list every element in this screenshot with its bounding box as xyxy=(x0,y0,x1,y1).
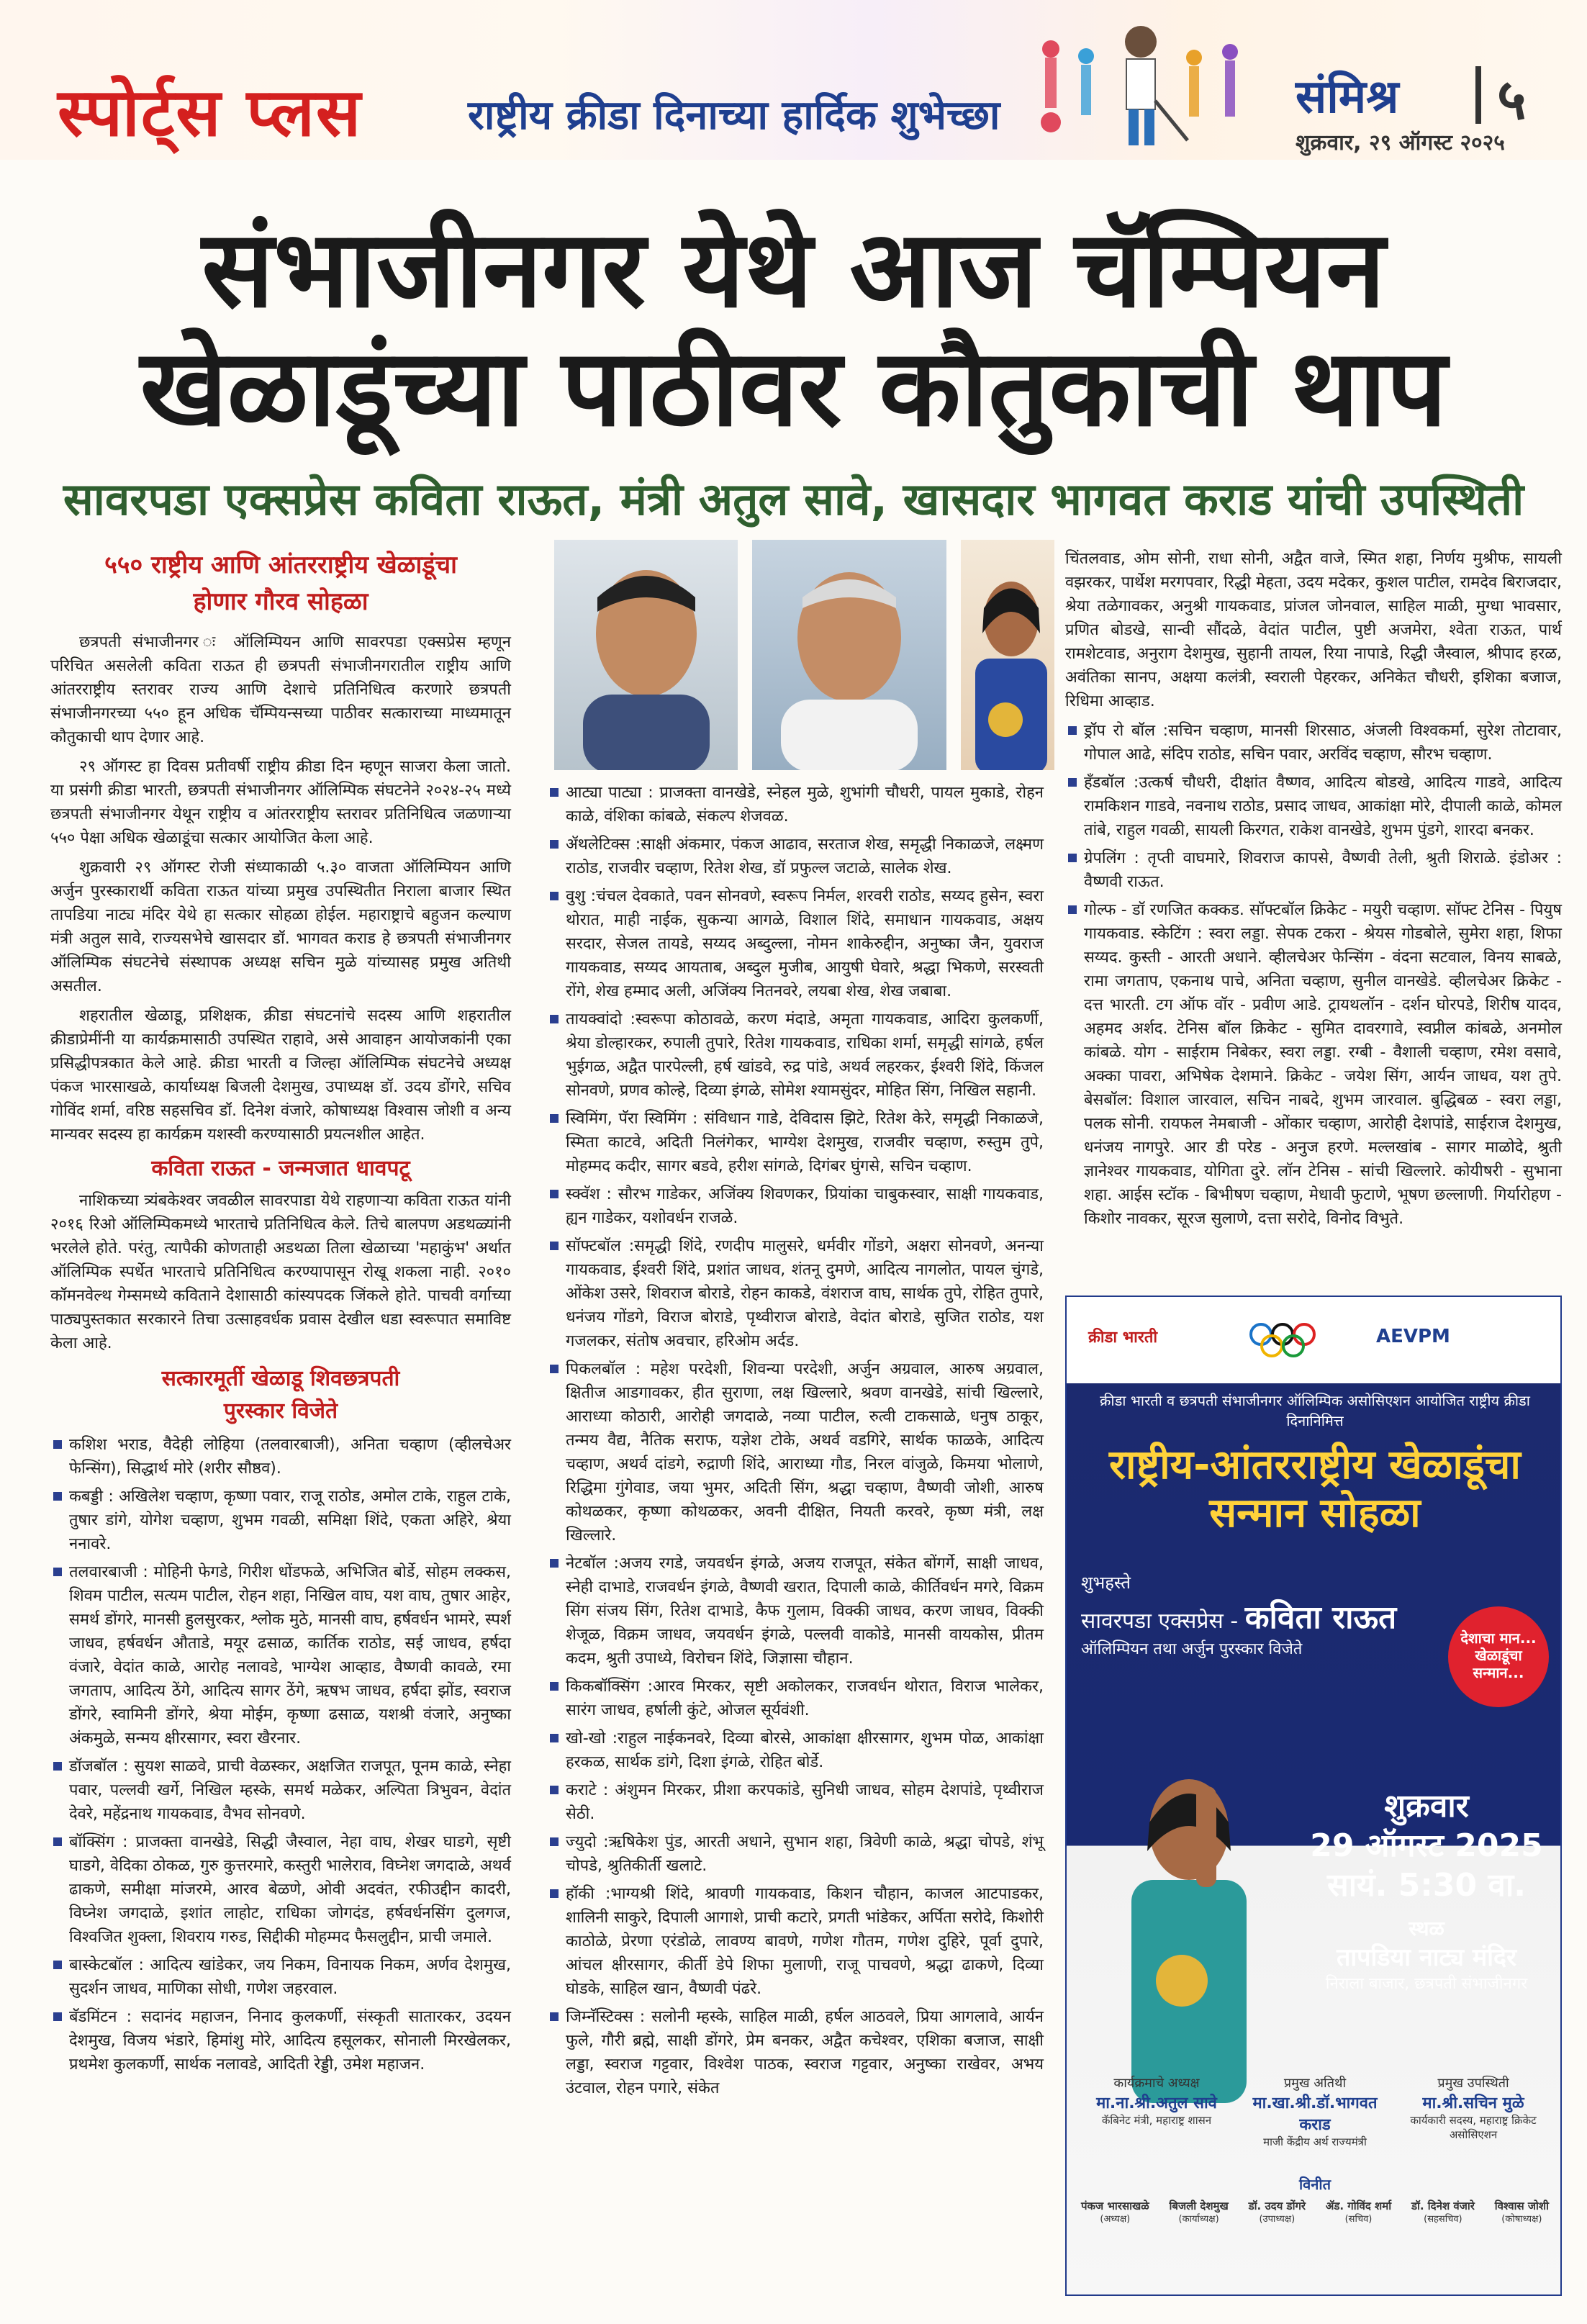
organiser-name: बिजली देशमुख xyxy=(1169,2199,1229,2212)
aevpm-logo: AEVPM xyxy=(1376,1326,1450,1347)
organiser-role: (सचिव) xyxy=(1344,2214,1373,2225)
organiser-row xyxy=(1081,2199,1549,2226)
headline-line-2: खेळाडूंच्या पाठीवर कौतुकाची थाप xyxy=(140,326,1447,450)
list-item: ज्युदो :ऋषिकेश पुंड, आरती अधाने, सुभान शहा, त्रिवेणी काळे, श्रद्धा चोपडे, शंभू चोपडे, श्रुतिकीर्ती खलाटे. xyxy=(547,1830,1044,1878)
organiser-name: पंकज भारसाखळे xyxy=(1081,2199,1149,2212)
list-item: ग्रेपलिंग : तृप्ती वाघमारे, शिवराज कापसे, वैष्णवी तेली, श्रुती शिराळे. इंडोअर : वैष्णवी राऊत. xyxy=(1065,846,1562,894)
event-time: सायं. 5:30 वा. xyxy=(1326,1867,1527,1904)
list-item: ड्रॉप रो बॉल :सचिन चव्हाण, मानसी शिरसाठ, अंजली विश्वकर्मा, सुरेश तोटावार, गोपाल आढे, संदिप राठोड, सचिन पवार, अरविंद चव्हाण, सौरभ चव्हाण. xyxy=(1065,719,1562,767)
poster-organisers xyxy=(1081,2175,1549,2226)
guest-name: मा.श्री.सचिन मुळे xyxy=(1422,2094,1524,2112)
guest-2 xyxy=(1236,2074,1394,2149)
page-number: ५ xyxy=(1497,68,1527,132)
poster-guest-list xyxy=(1081,2074,1549,2149)
organiser xyxy=(1326,2199,1391,2226)
guest-role: कार्यक्रमाचे अध्यक्ष xyxy=(1113,2076,1200,2091)
list-item: वुशु :चंचल देवकाते, पवन सोनवणे, स्वरूप निर्मल, शरवरी राठोड, सय्यद हुसेन, स्वरा थोरात, माही नाईक, सुकन्या आगळे, विशाल शिंदे, समाधान गायकवाड, अक्षय सरदार, सेजल तायडे, सय्यद अब्दुल्ला, नोमन शाकेरुद्दीन, अनुष्का जैन, युवराज गायकवाड, सय्यद आयताब, अब्दुल मुजीब, आयुषी घेवारे, श्रद्धा भिकणे, सरस्वती रोंगे, शेख हम्माद अली, अजिंक्य नितनवरे, लयबा शेख, शेख जबाबा. xyxy=(547,885,1044,1003)
guest-desc: माजी केंद्रीय अर्थ राज्यमंत्री xyxy=(1263,2135,1367,2148)
venue-name: तापडिया नाट्य मंदिर xyxy=(1337,1943,1516,1973)
article-paragraph: २९ ऑगस्ट हा दिवस प्रतीवर्षी राष्ट्रीय क्रीडा दिन म्हणून साजरा केला जातो. या प्रसंगी क्रीडा भारती, छत्रपती संभाजीनगर ऑलिम्पिक संघटनेने २०२४-२५ मध्ये छत्रपती संभाजीनगर येथून राष्ट्रीय व आंतरराष्ट्रीय स्तरावर प्रतिनिधित्व जळणाऱ्या ५५० पेक्षा अधिक खेळाडूंचा सत्कार आयोजित केला आहे. xyxy=(50,758,511,847)
article-paragraph: छत्रपती संभाजीनगर ः ऑलिम्पियन आणि सावरपडा एक्सप्रेस म्हणून परिचित असलेली कविता राऊत ही छत्रपती संभाजीनगरातील राष्ट्रीय आणि आंतरराष्ट्रीय स्तरावर राज्य आणि देशाचे प्रतिनिधित्व करणारे छत्रपती संभाजीनगरच्या ५५० हून अधिक चॅम्पियन्सच्या पाठीवर सत्काराच्या माध्यमातून कौतुकाची थाप देणार आहे. xyxy=(50,633,511,746)
event-day: शुक्रवार xyxy=(1384,1788,1469,1825)
poster-badge: देशाचा मान... खेळाडूंचा सन्मान... xyxy=(1448,1606,1549,1707)
list-item: तलवारबाजी : मोहिनी फेगडे, गिरीश धोंडफळे, अभिजित बोर्डे, सोहम लक्कस, शिवम पाटील, सत्यम पाटील, रोहन शहा, निखिल वाघ, यश वाघ, तुषार आहेर, समर्थ डोंगरे, मानसी हुलसुरकर, श्लोक मुठे, मानसी वाघ, हर्षवर्धन भामरे, स्पर्श जाधव, हर्षवर्धन औताडे, मयूर ढसाळ, कार्तिक राठोड, सई जाधव, हर्षदा वंजारे, वेदांत काळे, आरोह नलावडे, भाग्येश आव्हाड, वैष्णवी कावळे, रमा जगताप, आदित्य ठेंगे, आदित्य सागर ठेंगे, ऋषभ जाधव, हर्षदा झोंड, स्वराज डोंगरे, स्वामिनी डोंगरे, श्रेया मोईम, कृष्णा ढसाळ, यशश्री वंजारे, अनुष्का अंकमुळे, सन्मय क्षीरसागर, स्वरा खैरनार. xyxy=(50,1560,511,1750)
portrait-illustration xyxy=(961,540,1054,770)
organiser-role: (कार्याध्यक्ष) xyxy=(1178,2214,1219,2225)
poster-venue xyxy=(1304,1916,1549,1994)
organiser xyxy=(1411,2199,1475,2226)
continued-list-text: चिंतलवाड, ओम सोनी, राधा सोनी, अद्वैत वाजे, स्मित शहा, निर्णय मुश्रीफ, सायली वझरकर, पार्थेश मरगपवार, रिद्धी मेहता, उदय मदेकर, कुशल पाटील, रामदेव बिराजदार, श्रेया तळेगावकर, अनुश्री गायकवाड, प्रांजल जोनवाल, साहिल माळी, मुग्धा भावसार, प्रणित बोडखे, सान्वी सौंदळे, वेदांत पाटील, पुष्टी अजमेरा, श्वेता राऊत, पार्थ रामशेटवाड, अनुराग देशमुख, सुहानी तायल, रिया नापाडे, रिद्धी जैस्वाल, श्रीपाद हरळ, अवंतिका सानप, अक्षया कलंत्री, स्वराली पेहरकर, अनिकेत चौधरी, इशिका बजाज, रिधिमा आव्हाड. xyxy=(1065,550,1562,710)
event-date: 29 ऑगस्ट 2025 xyxy=(1310,1827,1543,1864)
portrait-illustration xyxy=(752,540,946,770)
organiser xyxy=(1170,2199,1229,2226)
poster-logo-bar xyxy=(1067,1297,1560,1383)
list-item: बॉक्सिंग : प्राजक्ता वानखेडे, सिद्धी जैस्वाल, नेहा वाघ, शेखर घाडगे, सृष्टी घाडगे, वेदिका ठोकळ, गुरु कुत्तरमारे, कस्तुरी भालेराव, विघ्नेश जगदाळे, अथर्व ढाकणे, समीक्षा मांजरमे, आरव बेळणे, ओवी अदवंत, रफीउद्दीन कादरी, विघ्नेश जगदाळे, इशांत लाहोट, राधिका जोगदंड, हर्षवर्धनसिंग दुलगज, विश्वजित शुक्ला, शिवराय गरुड, सिद्दीकी मोहम्मद फैसलुद्दीन, प्राची जमाले. xyxy=(50,1830,511,1949)
guest-role: प्रमुख उपस्थिती xyxy=(1437,2076,1509,2091)
list-item: किकबॉक्सिंग :आरव मिरकर, सृष्टी अकोलकर, राजवर्धन थोरात, विराज भालेकर, सारंग जाधव, हर्षाली कुंटे, ओजल सूर्यवंशी. xyxy=(547,1675,1044,1722)
guest-name: मा.खा.श्री.डॉ.भागवत कराड xyxy=(1252,2094,1378,2134)
list-item: स्विमिंग, पॅरा स्विमिंग : संविधान गाडे, देविदास झिटे, रितेश केरे, समृद्धी निकाळजे, स्मिता काटवे, अदिती निलंगेकर, भाग्येश देशमुख, राजवीर चव्हाण, रुस्तुम तुपे, मोहम्मद कदीर, सागर बडवे, हरीश सांगळे, दिगंबर घुंगसे, सचिन चव्हाण. xyxy=(547,1107,1044,1178)
guest-3 xyxy=(1398,2074,1549,2149)
article-paragraph: नाशिकच्या त्र्यंबकेश्वर जवळील सावरपाडा येथे राहणाऱ्या कविता राऊत यांनी २०१६ रिओ ऑलिम्पिकमध्ये भारताचे प्रतिनिधित्व केले. तिचे बालपण अडथळ्यांनी भरलेले होते. परंतु, त्यापैकी कोणताही अडथळा तिला खेळाच्या 'महाकुंभ' अर्थात ऑलिम्पिक स्पर्धेत भारताचे प्रतिनिधित्व करण्यापासून रोखू शकला नाही. २०१० कॉमनवेल्थ गेम्समध्ये कविताने देशासाठी कांस्यपदक जिंकले होते. पाचवी वर्गाच्या पाठ्यपुस्तकात सरकारने तिचा उत्साहवर्धक प्रवास देखील धडा स्वरूपात समाविष्ट केला आहे. xyxy=(50,1192,511,1352)
list-item: बॅडमिंटन : सदानंद महाजन, निनाद कुलकर्णी, संस्कृती सातारकर, उदयन देशमुख, विजय भंडारे, हिमांशु मोरे, आदित्य हसूलकर, सोनाली मिरखेलकर, प्रथमेश कुलकर्णी, सार्थक नलावडे, आदिती रेड्डी, उमेश महाजन. xyxy=(50,2005,511,2076)
list-item: सॉफ्टबॉल :समृद्धी शिंदे, रणदीप मालुसरे, धर्मवीर गोंडगे, अक्षरा सोनवणे, अनन्या गायकवाड, ईश्वरी शिंदे, प्रशांत जाधव, शंतनू दुमणे, आदित्य नागलोत, पायल चुंगडे, ओंकेश उसरे, शिवराज बोराडे, रोहन काकडे, वंशराज वाघ, सार्थक तुपे, रोहित तुपारे, धनंजय गोंडगे, विराज बोराडे, पृथ्वीराज बोराडे, वेदांत बोराडे, सुजित राठोड, यश गजलकर, संतोष अवचार, हरिओम अर्दड. xyxy=(547,1234,1044,1353)
guest-desc: कॅबिनेट मंत्री, महाराष्ट्र शासन xyxy=(1101,2114,1212,2127)
column-1 xyxy=(50,547,511,2081)
list-item: स्क्वॅश : सौरभ गाडेकर, अजिंक्य शिवणकर, प्रियांका चाबुकस्वार, साक्षी गायकवाड, ह्यन गाडेकर, यशोवर्धन राजळे. xyxy=(547,1183,1044,1230)
organiser-role: (अध्यक्ष) xyxy=(1100,2214,1131,2225)
list-item: कराटे : अंशुमन मिरकर, प्रीशा करपकांडे, सुनिधी जाधव, सोहम देशपांडे, पृथ्वीराज सेठी. xyxy=(547,1778,1044,1826)
organiser-name: डॉ. उदय डोंगरे xyxy=(1248,2199,1306,2212)
section-name: संमिश्र xyxy=(1296,71,1399,124)
organiser xyxy=(1249,2199,1306,2226)
list-item: ॲथलेटिक्स :साक्षी अंकमार, पंकज आढाव, सरताज शेख, समृद्धी निकाळजे, लक्ष्मण राठोड, राजवीर चव्हाण, रितेश शेख, डॉ प्रफुल्ल जटाळे, सालेक शेख. xyxy=(547,833,1044,880)
article-paragraph: शहरातील खेळाडू, प्रशिक्षक, क्रीडा संघटनांचे सदस्य आणि शहरातील क्रीडाप्रेमींनी या कार्यक्रमासाठी उपस्थित राहावे, असे आवाहन आयोजकांनी एका प्रसिद्धीपत्रकात केले आहे. क्रीडा भारती व जिल्हा ऑलिम्पिक संघटनेचे अध्यक्ष पंकज भारसाखळे, कार्याध्यक्ष बिजली देशमुख, उपाध्यक्ष डॉ. उदय डोंगरे, सचिव गोविंद शर्मा, वरिष्ठ सहसचिव डॉ. दिनेश वंजारे, कोषाध्यक्ष विश्वास जोशी व अन्य मान्यवर सदस्य हा कार्यक्रम यशस्वी करण्यासाठी प्रयत्नशील आहेत. xyxy=(50,1007,511,1144)
organiser-name: डॉ. दिनेश वंजारे xyxy=(1411,2199,1475,2212)
venue-address: निराला बाजार, छत्रपती संभाजीनगर xyxy=(1325,1974,1528,1993)
masthead xyxy=(0,0,1587,160)
list-item: आट्या पाट्या : प्राजक्ता वानखेडे, स्नेहल मुळे, शुभांगी चौधरी, पायल मुकाडे, रोहन काळे, वंशिका कांबळे, संकल्प शेजवळ. xyxy=(547,781,1044,828)
list-item: तायक्वांदो :स्वरूपा कोठावळे, करण मंदाडे, अमृता गायकवाड, आदिरा कुलकर्णी, श्रेया डोल्हारकर, रुपाली तुपारे, रितेश गायकवाड, राधिका शर्मा, समृद्धी सांगळे, हर्षल भुईगळ, अद्वैत पारपेल्ली, हर्ष खांडवे, रुद्र पांडे, अथर्व लहरकर, ईश्वरी शिंदे, किंजल सोनवणे, प्रणव कोल्हे, दिव्या इंगळे, सोमेश श्यामसुंदर, मोहित सिंग, निखिल सहानी. xyxy=(547,1008,1044,1103)
event-poster xyxy=(1065,1296,1562,2296)
organiser-role: (सहसचिव) xyxy=(1424,2214,1462,2225)
chief-description: ऑलिम्पियन तथा अर्जुन पुरस्कार विजेते xyxy=(1081,1640,1303,1658)
chief-name: कविता राऊत xyxy=(1244,1599,1397,1636)
photo-bhagwat-karad xyxy=(752,540,946,770)
guest-desc: कार्यकारी सदस्य, महाराष्ट्र क्रिकेट असोसिएशन xyxy=(1410,2114,1537,2141)
column-1-heading: ५५० राष्ट्रीय आणि आंतरराष्ट्रीय खेळाडूंचा होणार गौरव सोहळा xyxy=(104,551,457,616)
list-item: नेटबॉल :अजय रगडे, जयवर्धन इंगळे, अजय राजपूत, संकेत बोंगर्गे, साक्षी जाधव, स्नेही दाभाडे, राजवर्धन इंगळे, वैष्णवी खरात, दिपाली काळे, कीर्तिवर्धन मगरे, विक्रम सिंग संजय सिंग, रितेश दाभाडे, कैफ गुलाम, विक्की जाधव, करण जाधव, विक्की शेजूळ, विक्रम जाधव, जयवर्धन इंगळे, पल्लवी वाकोडे, मानसी वायकोस, प्रीतम कदम, श्रुती उपाध्ये, विरोचन शिंदे, जिज्ञासा चौहान. xyxy=(547,1552,1044,1670)
list-item: डॉजबॉल : सुयश साळवे, प्राची वेळस्कर, अक्षजित राजपूत, पूनम काळे, स्नेहा पवार, पल्लवी खर्गे, निखिल म्हस्के, समर्थ मळेकर, अल्पिता त्रिभुवन, वेदांत देवरे, महेंद्रनाथ गायकवाड, वैभव सोनवणे. xyxy=(50,1755,511,1826)
list-item: कशिश भराड, वैदेही लोहिया (तलवारबाजी), अनिता चव्हाण (व्हीलचेअर फेन्सिंग), सिद्धार्थ मोरे (शरीर सौष्ठव). xyxy=(50,1433,511,1480)
subheadline: सावरपडा एक्सप्रेस कविता राऊत, मंत्री अतुल सावे, खासदार भागवत कराड यांची उपस्थिती xyxy=(63,473,1524,525)
column-3 xyxy=(1065,547,1562,1235)
poster-title: राष्ट्रीय-आंतरराष्ट्रीय खेळाडूंचा सन्मान सोहळा xyxy=(1109,1442,1521,1537)
chief-label: शुभहस्ते xyxy=(1081,1573,1131,1593)
kavita-raut-heading: कविता राऊत - जन्मजात धावपटू xyxy=(151,1156,410,1181)
list-item: हॉकी :भाग्यश्री शिंदे, श्रावणी गायकवाड, किशन चौहान, काजल आटपाडकर, शालिनी साकुरे, दिपाली आगाशे, प्राची कटारे, प्रगती भांडेकर, अर्पिता सरोदे, किशोरी काठोळे, प्रेरणा एरंडोळे, लावण्य बावणे, गणेश गौतम, गणेश दुहिरे, पूर्वा दुपारे, आंचल क्षीरसागर, कीर्ती डेपे शिफा मुलाणी, राजू पाचवणे, श्रद्धा ढाकणे, दिव्या घोडके, साहिल खान, वैष्णवी पंढरे. xyxy=(547,1882,1044,2001)
guest-name: मा.ना.श्री.अतुल सावे xyxy=(1096,2094,1217,2112)
list-item: हँडबॉल :उत्कर्ष चौधरी, दीक्षांत वैष्णव, आदित्य बोडखे, आदित्य गाडवे, आदित्य रामकिशन गाडवे, नवनाथ राठोड, प्रसाद जाधव, आकांक्षा मोरे, दीपाली काळे, कोमल तांबे, राहुल गवळी, सायली किरगत, राकेश वानखेडे, शुभम पुंडगे, शारदा बनकर. xyxy=(1065,771,1562,842)
olympic-rings-icon xyxy=(1247,1319,1333,1362)
list-item: जिम्नॅस्टिक्स : सलोनी म्हस्के, साहिल माळी, हर्षल आठवले, प्रिया आगलावे, आर्यन फुले, गौरी ब्रह्मे, साक्षी डोंगरे, प्रेम बनकर, अद्वैत कचेश्वर, एशिका बजाज, साक्षी लड्डा, स्वराज गट्टवार, विश्वेश पाठक, स्वराज गट्टवार, अनुष्का राखेवर, अभय उंटवाल, रोहन पगारे, संकेत xyxy=(547,2005,1044,2100)
kreeda-bharati-logo: क्रीडा भारती xyxy=(1088,1329,1158,1347)
list-item: बास्केटबॉल : आदित्य खांडेकर, जय निकम, विनायक निकम, अर्णव देशमुख, सुदर्शन जाधव, माणिका सोधी, गणेश जहरवाल. xyxy=(50,1953,511,2001)
guest-1 xyxy=(1081,2074,1232,2149)
national-sports-day-greeting: राष्ट्रीय क्रीडा दिनाच्या हार्दिक शुभेच्छा xyxy=(468,92,1000,139)
organiser xyxy=(1081,2199,1149,2226)
photo-atul-save xyxy=(554,540,738,770)
chief-prefix: सावरपडा एक्सप्रेस - xyxy=(1081,1609,1239,1634)
poster-organiser: क्रीडा भारती व छत्रपती संभाजीनगर ऑलिम्पिक असोसिएशन आयोजित राष्ट्रीय क्रीडा दिनानिमित्त xyxy=(1100,1392,1530,1429)
article-paragraph: शुक्रवारी २९ ऑगस्ट रोजी संध्याकाळी ५.३० वाजता ऑलिम्पियन आणि अर्जुन पुरस्कारार्थी कविता राऊत यांच्या प्रमुख उपस्थितीत निराला बाजार स्थित तापडिया नाट्य मंदिर येथे हा सत्कार सोहळा होईल. महाराष्ट्राचे बहुजन कल्याण मंत्री अतुल सावे, राज्यसभेचे खासदार डॉ. भागवत कराड हे छत्रपती संभाजीनगर ऑलिम्पिक संघटनेचे संस्थापक अध्यक्ष सचिन मुळे यांच्यासह प्रमुख अतिथी असतील. xyxy=(50,859,511,995)
list-item: कबड्डी : अखिलेश चव्हाण, कृष्णा पवार, राजू राठोड, अमोल टाके, राहुल टाके, तुषार डांगे, योगेश चव्हाण, शुभम गवळी, समिक्षा शिंदे, एकता अहिरे, श्रेया ननावरे. xyxy=(50,1485,511,1556)
organiser xyxy=(1495,2199,1549,2226)
portrait-illustration xyxy=(554,540,738,770)
organiser-name: विश्वास जोशी xyxy=(1494,2199,1549,2212)
organiser-role: (कोषाध्यक्ष) xyxy=(1501,2214,1542,2225)
guest-role: प्रमुख अतिथी xyxy=(1283,2076,1347,2091)
photo-kavita-raut xyxy=(961,540,1054,770)
list-item: गोल्फ - डॉ रणजित कक्कड. सॉफ्टबॉल क्रिकेट - मयुरी चव्हाण. सॉफ्ट टेनिस - पियुष गायकवाड. स्केटिंग : स्वरा लड्डा. सेपक टकरा - श्रेयस गोडबोले, सुमेरा शहा, शिफा सय्यद. कुस्ती - आरती अधाने. व्हीलचेअर फेन्सिंग - वंदना सटवाल, विनय साबळे, रामा जगताप, एकनाथ पाचे, अनिता चव्हाण, सुनील वानखेडे. व्हीलचेअर क्रिकेट - दत्त भारती. टग ऑफ वॉर - प्रवीण आडे. ट्रायथलॉन - दर्शन घोरपडे, शिरीष यादव, अहमद अर्शद. टेनिस बॉल क्रिकेट - सुमित दावरगावे, स्वप्नील कांबळे, अनमोल कांबळे. योग - साईराम निबेकर, स्वरा लड्डा. रग्बी - वैशाली चव्हाण, रमेश वसावे, अक्का पावरा, अभिषेक देशमाने. क्रिकेट - जयेश सिंग, आर्यन जाधव, यश तुपे. बेसबॉल: विशाल जारवाल, सचिन नाबदे, शुभम जारवाल. बुद्धिबळ - स्वरा लड्डा, पलक सोनी. रायफल नेमबाजी - ओंकार चव्हाण, आरोही देशपांडे, साईराज देशमुख, धनंजय नागपुरे. आर डी परेड - अनुज हरणे. मल्लखांब - सागर माळोदे, श्रुती ज्ञानेश्वर गायकवाड, योगिता दुरे. लॉन टेनिस - सांची खिल्लारे. कोयीषरी - सुभाना शहा. आईस स्टॉक - बिभीषण चव्हाण, मेधावी फुटाणे, भूषण छल्लाणी. गिर्यारोहण - किशोर नावकर, सूरज सुलाणे, दत्ता सरोदे, विनोद विभुते. xyxy=(1065,898,1562,1231)
sports-silhouettes-illustration xyxy=(1022,14,1260,151)
column-2 xyxy=(547,781,1044,2104)
issue-date: शुक्रवार, २९ ऑगस्ट २०२५ xyxy=(1296,130,1505,155)
list-item: पिकलबॉल : महेश परदेशी, शिवन्या परदेशी, अर्जुन अग्रवाल, आरुष अग्रवाल, क्षितीज आडगावकर, हीत सुराणा, लक्ष खिल्लारे, श्रवण वानखेडे, सांची खिल्लारे, आराध्या कोठारी, आरोही जगदाळे, नव्या पाटील, रुत्वी टाकसाळे, धनुष ठाकूर, तन्मय वैद्य, नैतिक सराफ, यज्ञेश टोके, अथर्व वडगिरे, सार्थक फाळके, आदित्य चव्हाण, अथर्व दांडगे, रुद्राणी शिंदे, आराध्या गौड, निरल वांजुळे, किमया भोलाणे, रिद्धिमा गुंगेवाड, जया भुमर, अदिती सिंग, श्रद्धा चव्हाण, वैष्णवी जोशी, आरुष कोथळकर, कृष्णा कोथळकर, अवनी दीक्षित, नियती करवरे, कृष्ण मंत्री, लक्ष खिल्लारे. xyxy=(547,1357,1044,1547)
list-item: खो-खो :राहुल नाईकनवरे, दिव्या बोरसे, आकांक्षा क्षीरसागर, शुभम पोळ, आकांक्षा हरकळ, सार्थक डांगे, दिशा इंगळे, रोहित बोर्डे. xyxy=(547,1727,1044,1774)
invite-label: विनीत xyxy=(1299,2176,1331,2193)
headline-line-1: संभाजीनगर येथे आज चॅम्पियन xyxy=(202,207,1385,331)
brand-title: स्पोर्ट्स प्लस xyxy=(58,73,363,151)
poster-date-time xyxy=(1304,1786,1549,1905)
organiser-name: ॲड. गोविंद शर्मा xyxy=(1325,2199,1392,2212)
kavita-raut-poster-photo xyxy=(1088,1743,1290,2103)
divider xyxy=(1475,66,1481,124)
organiser-role: (उपाध्यक्ष) xyxy=(1259,2214,1296,2225)
venue-label: स्थळ xyxy=(1409,1917,1444,1940)
felicitated-players-heading: सत्कारमूर्ती खेळाडू शिवछत्रपती पुरस्कार विजेते xyxy=(161,1366,400,1424)
